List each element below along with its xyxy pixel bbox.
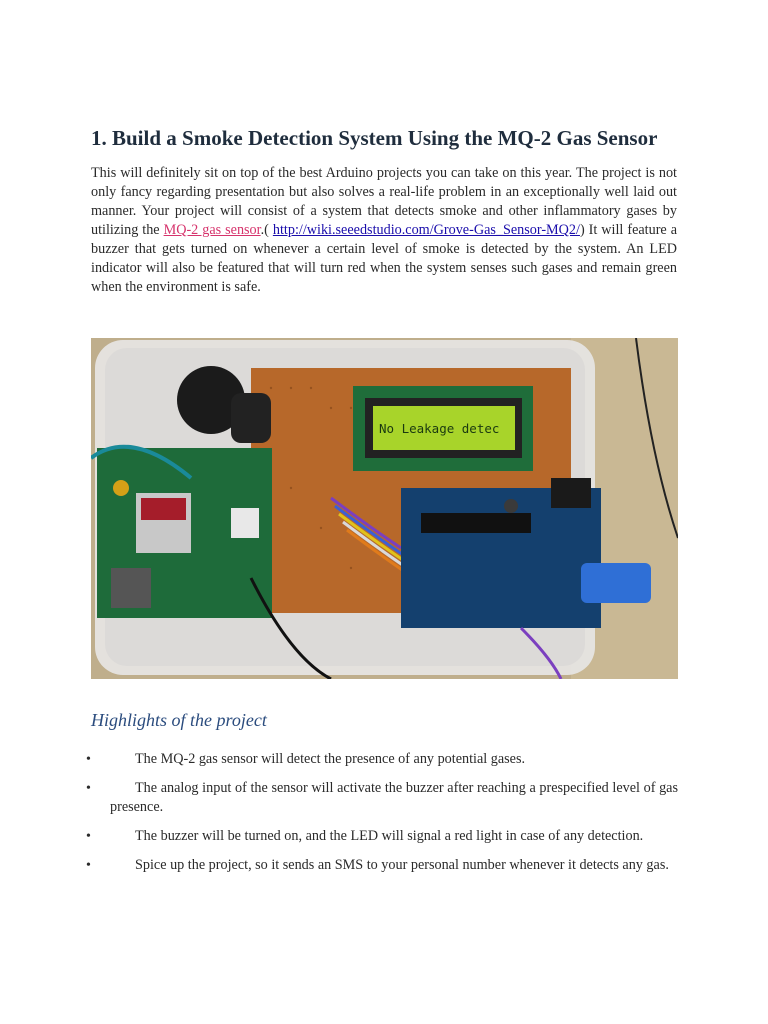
list-item [86,750,678,769]
intro-paragraph [91,164,677,297]
highlight-text: The buzzer will be turned on, and the LED will signal a red light in case of any detection. [135,828,644,844]
bullet-icon: • [86,781,91,796]
list-item [86,827,678,846]
paragraph-text-part1: This will definitely sit on top of the best Arduino projects you can take on this year. The project is not only fancy regarding presentation but also solves a real-life problem in an exceptionally well laid out manner. Your project will consist of a system that detects smoke and other inflammatory gases by utilizing the [91,165,677,238]
mq2-sensor-link[interactable]: MQ-2 gas sensor [163,222,261,238]
list-item [86,779,678,817]
lcd-display-text: No Leakage detec [379,421,500,436]
paragraph-text-part2: .( [260,222,273,238]
highlight-text: The analog input of the sensor will activate the buzzer after reaching a prespecified level of gas presence. [110,780,678,815]
bullet-icon: • [86,858,91,873]
project-photo [91,338,678,679]
article-title: 1. Build a Smoke Detection System Using the MQ-2 Gas Sensor [91,126,658,150]
list-item [86,856,678,875]
seeedstudio-url-link[interactable]: http://wiki.seeedstudio.com/Grove-Gas_Sensor-MQ2/ [272,222,580,238]
highlights-heading: Highlights of the project [91,710,267,730]
bullet-icon: • [86,829,91,844]
bullet-icon: • [86,752,91,767]
highlight-text: The MQ-2 gas sensor will detect the presence of any potential gases. [135,751,526,767]
paragraph-text-part3: ) It will feature a buzzer that gets turned on whenever a certain level of smoke is detected by the system. An LED indicator will also be featured that will turn red when the system senses such gases and remain green when the environment is safe. [91,222,678,295]
highlight-text: Spice up the project, so it sends an SMS to your personal number whenever it detects any gas. [135,857,669,873]
highlights-list [86,750,678,885]
